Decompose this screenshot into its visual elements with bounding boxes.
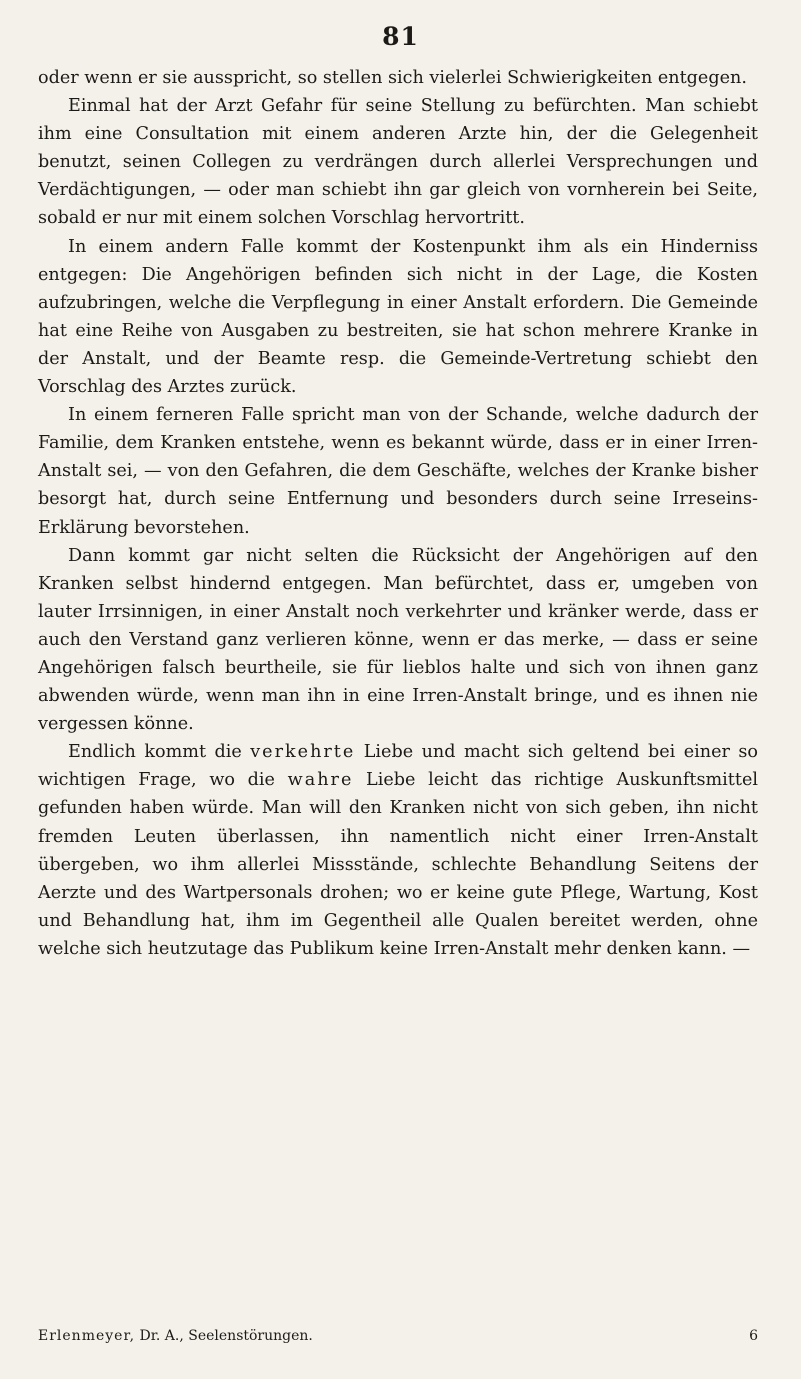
paragraph-1: oder wenn er sie ausspricht, so stellen sich vielerlei Schwierigkeiten entgegen. — [38, 68, 747, 88]
signature-mark: 6 — [749, 1328, 758, 1344]
emphasis-verkehrte: verkehrte — [250, 742, 356, 763]
footer-author: Erlenmeyer, — [38, 1328, 136, 1344]
paragraph-3: In einem andern Falle kommt der Kostenpunkt ihm als ein Hinderniss entgegen: Die Angehörigen befinden sich nicht in der Lage, die Kosten aufzubringen, welche die Verpflegung in einer Anstalt erfordern. Die Gemeinde hat eine Reihe von Ausgaben zu bestreiten, sie hat schon mehrere Kranke in der Anstalt, und der Beamte resp. die Gemeinde-Vertretung schiebt den Vorschlag des Arztes zurück. — [38, 236, 758, 398]
body-text — [38, 64, 758, 963]
paragraph-2: Einmal hat der Arzt Gefahr für seine Stellung zu befürchten. Man schiebt ihm eine Consultation mit einem anderen Arzte hin, der die Gelegenheit benutzt, seinen Collegen zu verdrängen durch allerlei Versprechungen und Verdächtigungen, — oder man schiebt ihn gar gleich von vornherein bei Seite, sobald er nur mit einem solchen Vorschlag hervortritt. — [38, 96, 758, 229]
paragraph-6-middle: Liebe und macht sich geltend bei einer so wichtigen Frage, wo die — [38, 742, 758, 791]
paragraph-6-start: Endlich kommt die — [68, 742, 251, 763]
page-footer — [38, 1328, 758, 1344]
page-number: 81 — [382, 22, 419, 51]
footer-title: Dr. A., Seelenstörungen. — [139, 1328, 313, 1344]
emphasis-wahre: wahre — [287, 770, 354, 791]
paragraph-4: In einem ferneren Falle spricht man von der Schande, welche dadurch der Familie, dem Kranken entstehe, wenn es bekannt würde, dass er in einer Irren-Anstalt sei, — von den Gefahren, die dem Geschäfte, welches der Kranke bisher besorgt hat, durch seine Entfernung und besonders durch seine Irreseins-Erklärung bevorstehen. — [38, 405, 758, 538]
footer-citation — [38, 1328, 313, 1344]
paragraph-6-end: Liebe leicht das richtige Auskunftsmittel gefunden haben würde. Man will den Kranken nicht von sich geben, ihn nicht fremden Leuten überlassen, ihn namentlich nicht einer Irren-Anstalt übergeben, wo ihm allerlei Missstände, schlechte Behandlung Seitens der Aerzte und des Wartpersonals drohen; wo er keine gute Pflege, Wartung, Kost und Behandlung hat, ihm im Gegentheil alle Qualen bereitet werden, ohne welche sich heutzutage das Publikum keine Irren-Anstalt mehr denken kann. — — [38, 770, 758, 959]
paragraph-6 — [38, 738, 758, 963]
paragraph-5: Dann kommt gar nicht selten die Rücksicht der Angehörigen auf den Kranken selbst hindernd entgegen. Man befürchtet, dass er, umgeben von lauter Irrsinnigen, in einer Anstalt noch verkehrter und kränker werde, dass er auch den Verstand ganz verlieren könne, wenn er das merke, — dass er seine Angehörigen falsch beurtheile, sie für lieblos halte und sich von ihnen ganz abwenden würde, wenn man ihn in eine Irren-Anstalt bringe, und es ihnen nie vergessen könne. — [38, 545, 758, 735]
